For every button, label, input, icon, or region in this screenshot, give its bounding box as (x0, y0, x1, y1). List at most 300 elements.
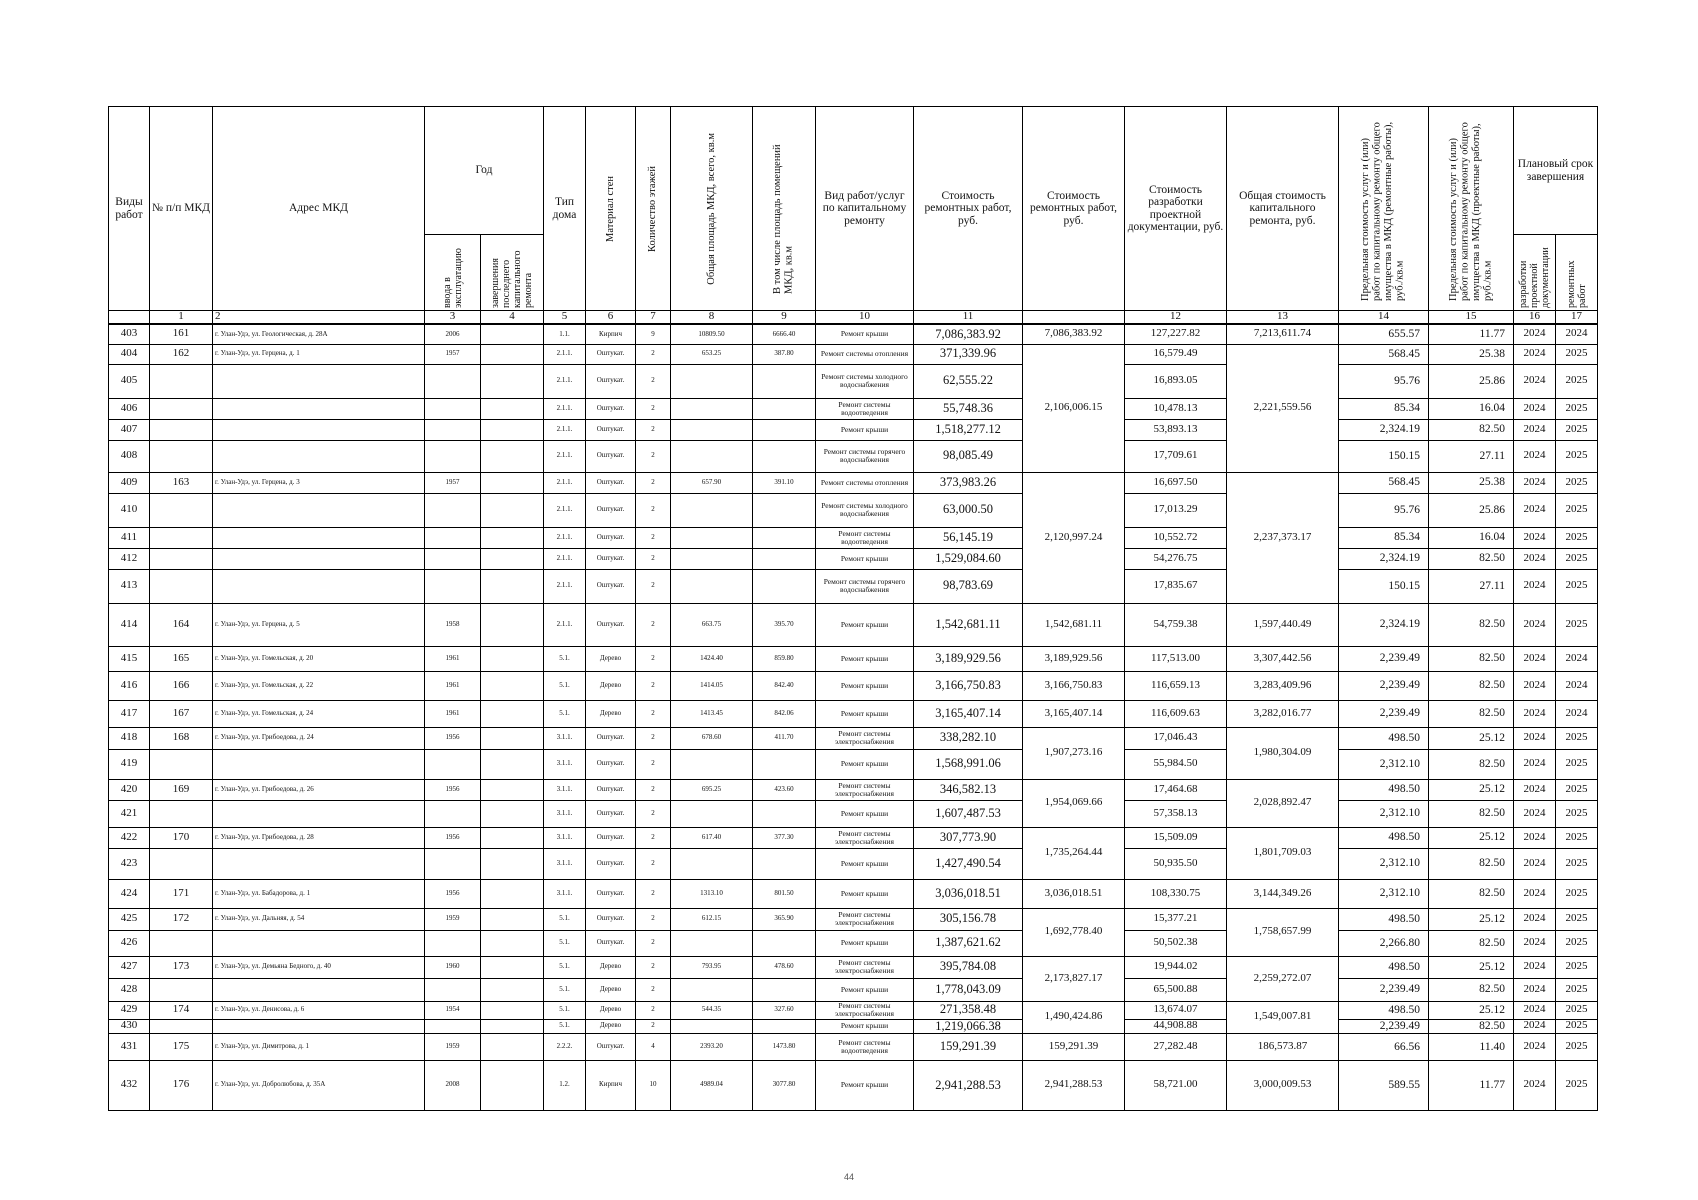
header-year-last-repair: завершения последнего капитального ремонта (481, 235, 544, 311)
group-repair-total: 1,490,424.86 (1023, 1001, 1125, 1033)
row-material: Дерево (586, 671, 636, 700)
row-area-total: 10809.50 (671, 324, 753, 344)
row-vid: 431 (109, 1033, 150, 1060)
row-address: г. Улан-Удэ, ул. Добролюбова, д. 35А (213, 1060, 425, 1110)
row-cost-repair: 1,778,043.09 (914, 978, 1023, 1001)
row-area-rooms (753, 419, 816, 440)
group-repair-total: 2,120,997.24 (1023, 472, 1125, 603)
row-address: г. Улан-Удэ, ул. Герцена, д. 3 (213, 472, 425, 493)
row-material: Оштукат. (586, 527, 636, 548)
row-limit-design: 25.12 (1429, 1001, 1514, 1019)
row-work-type: Ремонт системы электроснабжения (816, 827, 914, 848)
group-capital-total: 1,801,709.03 (1227, 827, 1339, 879)
table-row (109, 527, 1598, 548)
row-deadline-design: 2024 (1514, 324, 1556, 344)
row-cost-repair: 3,189,929.56 (914, 646, 1023, 671)
row-work-type: Ремонт крыши (816, 749, 914, 779)
group-repair-total: 3,166,750.83 (1023, 671, 1125, 700)
header-wall-material: Материал стен (586, 107, 636, 311)
row-limit-repair: 2,324.19 (1339, 603, 1429, 646)
row-work-type: Ремонт системы отопления (816, 472, 914, 493)
row-work-type: Ремонт крыши (816, 671, 914, 700)
row-area-rooms: 395.70 (753, 603, 816, 646)
row-num: 175 (150, 1033, 213, 1060)
row-cost-design: 58,721.00 (1125, 1060, 1227, 1110)
group-repair-total: 3,165,407.14 (1023, 700, 1125, 727)
row-vid: 420 (109, 779, 150, 800)
colnum: 2 (213, 311, 425, 325)
row-house-type: 2.1.1. (544, 548, 586, 569)
row-material: Оштукат. (586, 440, 636, 472)
row-cost-repair: 3,166,750.83 (914, 671, 1023, 700)
row-material: Оштукат. (586, 344, 636, 364)
row-num: 162 (150, 344, 213, 364)
row-cost-design: 50,502.38 (1125, 930, 1227, 956)
row-year-vvod (425, 548, 481, 569)
table-row (109, 472, 1598, 493)
row-limit-design: 16.04 (1429, 398, 1514, 419)
row-area-total (671, 364, 753, 398)
row-house-type: 5.1. (544, 930, 586, 956)
row-area-total: 1413.45 (671, 700, 753, 727)
row-area-rooms: 327.60 (753, 1001, 816, 1019)
group-capital-total: 3,283,409.96 (1227, 671, 1339, 700)
row-area-rooms: 478.60 (753, 956, 816, 978)
row-deadline-design: 2024 (1514, 956, 1556, 978)
table-row (109, 1019, 1598, 1033)
row-deadline-repair: 2025 (1556, 1060, 1598, 1110)
row-house-type: 5.1. (544, 646, 586, 671)
row-area-total: 793.95 (671, 956, 753, 978)
row-year-last (481, 1033, 544, 1060)
row-year-vvod: 1961 (425, 671, 481, 700)
row-deadline-design: 2024 (1514, 419, 1556, 440)
row-deadline-repair: 2025 (1556, 749, 1598, 779)
row-limit-design: 25.38 (1429, 472, 1514, 493)
row-floors: 4 (636, 1033, 671, 1060)
row-limit-design: 82.50 (1429, 978, 1514, 1001)
table-row (109, 827, 1598, 848)
row-address: г. Улан-Удэ, ул. Герцена, д. 1 (213, 344, 425, 364)
row-cost-repair: 1,542,681.11 (914, 603, 1023, 646)
row-num (150, 527, 213, 548)
row-num (150, 398, 213, 419)
row-year-vvod: 1961 (425, 700, 481, 727)
row-floors: 2 (636, 727, 671, 749)
row-limit-repair: 2,239.49 (1339, 671, 1429, 700)
table-row (109, 956, 1598, 978)
table-row (109, 908, 1598, 930)
row-work-type: Ремонт крыши (816, 548, 914, 569)
colnum: 1 (150, 311, 213, 325)
group-capital-total: 1,758,657.99 (1227, 908, 1339, 956)
row-limit-design: 11.77 (1429, 324, 1514, 344)
header-work-type: Вид работ/услуг по капитальному ремонту (816, 107, 914, 311)
row-cost-repair: 7,086,383.92 (914, 324, 1023, 344)
row-deadline-design: 2024 (1514, 548, 1556, 569)
row-address (213, 569, 425, 603)
row-year-last (481, 548, 544, 569)
row-deadline-design: 2024 (1514, 1060, 1556, 1110)
row-limit-design: 27.11 (1429, 569, 1514, 603)
row-area-rooms (753, 569, 816, 603)
row-address: г. Улан-Удэ, ул. Грибоедова, д. 28 (213, 827, 425, 848)
row-limit-repair: 498.50 (1339, 908, 1429, 930)
row-year-last (481, 930, 544, 956)
group-capital-total: 1,549,007.81 (1227, 1001, 1339, 1033)
group-repair-total: 3,036,018.51 (1023, 879, 1125, 908)
header-deadline-repair: ремонтных работ (1556, 235, 1598, 311)
row-deadline-repair: 2024 (1556, 700, 1598, 727)
row-deadline-repair: 2024 (1556, 324, 1598, 344)
row-floors: 10 (636, 1060, 671, 1110)
table-row (109, 344, 1598, 364)
row-address (213, 930, 425, 956)
row-area-total: 695.25 (671, 779, 753, 800)
row-area-rooms (753, 749, 816, 779)
row-year-last (481, 848, 544, 879)
row-cost-design: 10,478.13 (1125, 398, 1227, 419)
table-row (109, 727, 1598, 749)
row-limit-design: 82.50 (1429, 646, 1514, 671)
row-year-vvod: 1956 (425, 727, 481, 749)
colnum: 6 (586, 311, 636, 325)
row-cost-design: 53,893.13 (1125, 419, 1227, 440)
table-row (109, 569, 1598, 603)
row-cost-design: 44,908.88 (1125, 1019, 1227, 1033)
row-area-rooms: 387.80 (753, 344, 816, 364)
row-vid: 427 (109, 956, 150, 978)
table-row (109, 419, 1598, 440)
row-area-total: 2393.20 (671, 1033, 753, 1060)
row-area-rooms (753, 527, 816, 548)
row-deadline-design: 2024 (1514, 700, 1556, 727)
header-cost-repair: Стоимость ремонтных работ, руб. (914, 107, 1023, 311)
row-work-type: Ремонт крыши (816, 700, 914, 727)
row-work-type: Ремонт системы водоотведения (816, 1033, 914, 1060)
row-cost-repair: 62,555.22 (914, 364, 1023, 398)
row-limit-repair: 589.55 (1339, 1060, 1429, 1110)
row-cost-repair: 56,145.19 (914, 527, 1023, 548)
row-floors: 2 (636, 827, 671, 848)
colnum: 14 (1339, 311, 1429, 325)
group-capital-total: 7,213,611.74 (1227, 324, 1339, 344)
row-limit-design: 25.12 (1429, 727, 1514, 749)
row-num (150, 419, 213, 440)
row-area-total: 1313.10 (671, 879, 753, 908)
row-year-last (481, 493, 544, 527)
table-row (109, 700, 1598, 727)
table-row (109, 364, 1598, 398)
row-year-last (481, 671, 544, 700)
row-work-type: Ремонт крыши (816, 800, 914, 827)
row-deadline-repair: 2025 (1556, 930, 1598, 956)
row-area-total: 612.15 (671, 908, 753, 930)
row-house-type: 2.1.1. (544, 440, 586, 472)
row-house-type: 5.1. (544, 978, 586, 1001)
row-house-type: 3.1.1. (544, 848, 586, 879)
row-limit-repair: 150.15 (1339, 440, 1429, 472)
row-deadline-design: 2024 (1514, 1033, 1556, 1060)
group-repair-total: 2,106,006.15 (1023, 344, 1125, 472)
row-house-type: 2.1.1. (544, 569, 586, 603)
row-address: г. Улан-Удэ, ул. Демьяна Бедного, д. 40 (213, 956, 425, 978)
row-floors: 2 (636, 569, 671, 603)
row-deadline-repair: 2025 (1556, 440, 1598, 472)
row-vid: 421 (109, 800, 150, 827)
row-year-last (481, 527, 544, 548)
row-num: 166 (150, 671, 213, 700)
row-limit-repair: 655.57 (1339, 324, 1429, 344)
row-material: Оштукат. (586, 398, 636, 419)
row-address (213, 848, 425, 879)
row-deadline-design: 2024 (1514, 398, 1556, 419)
row-area-rooms: 411.70 (753, 727, 816, 749)
row-floors: 2 (636, 419, 671, 440)
row-work-type: Ремонт системы электроснабжения (816, 956, 914, 978)
row-cost-design: 117,513.00 (1125, 646, 1227, 671)
row-deadline-repair: 2025 (1556, 908, 1598, 930)
row-material: Оштукат. (586, 879, 636, 908)
row-cost-repair: 346,582.13 (914, 779, 1023, 800)
row-limit-repair: 2,324.19 (1339, 419, 1429, 440)
row-limit-design: 25.86 (1429, 364, 1514, 398)
row-house-type: 3.1.1. (544, 749, 586, 779)
colnum: 9 (753, 311, 816, 325)
colnum (1023, 311, 1125, 325)
row-year-last (481, 827, 544, 848)
row-deadline-design: 2024 (1514, 472, 1556, 493)
row-address: г. Улан-Удэ, ул. Дальняя, д. 54 (213, 908, 425, 930)
row-area-total (671, 548, 753, 569)
row-vid: 432 (109, 1060, 150, 1110)
row-area-rooms: 801.50 (753, 879, 816, 908)
row-work-type: Ремонт крыши (816, 978, 914, 1001)
row-address (213, 749, 425, 779)
row-material: Дерево (586, 1019, 636, 1033)
row-area-rooms: 842.40 (753, 671, 816, 700)
table-row (109, 324, 1598, 344)
row-area-total (671, 749, 753, 779)
colnum: 12 (1125, 311, 1227, 325)
row-year-vvod (425, 440, 481, 472)
row-deadline-repair: 2025 (1556, 779, 1598, 800)
row-area-total (671, 1019, 753, 1033)
row-limit-design: 11.77 (1429, 1060, 1514, 1110)
row-deadline-design: 2024 (1514, 848, 1556, 879)
row-area-total: 4989.04 (671, 1060, 753, 1110)
row-limit-repair: 498.50 (1339, 727, 1429, 749)
row-cost-repair: 1,219,066.38 (914, 1019, 1023, 1033)
row-vid: 407 (109, 419, 150, 440)
row-address (213, 493, 425, 527)
row-cost-repair: 1,518,277.12 (914, 419, 1023, 440)
row-work-type: Ремонт крыши (816, 419, 914, 440)
row-area-rooms: 423.60 (753, 779, 816, 800)
colnum: 13 (1227, 311, 1339, 325)
row-material: Оштукат. (586, 493, 636, 527)
row-work-type: Ремонт системы электроснабжения (816, 1001, 914, 1019)
row-num (150, 930, 213, 956)
row-cost-repair: 159,291.39 (914, 1033, 1023, 1060)
row-vid: 418 (109, 727, 150, 749)
row-deadline-repair: 2025 (1556, 472, 1598, 493)
row-cost-design: 10,552.72 (1125, 527, 1227, 548)
row-address (213, 527, 425, 548)
row-material: Дерево (586, 978, 636, 1001)
row-work-type: Ремонт системы электроснабжения (816, 908, 914, 930)
row-year-last (481, 1060, 544, 1110)
table-row (109, 548, 1598, 569)
row-work-type: Ремонт системы холодного водоснабжения (816, 364, 914, 398)
table-body (109, 324, 1598, 1110)
row-limit-repair: 95.76 (1339, 364, 1429, 398)
row-year-vvod (425, 1019, 481, 1033)
row-area-rooms (753, 548, 816, 569)
row-material: Оштукат. (586, 800, 636, 827)
row-deadline-repair: 2024 (1556, 646, 1598, 671)
row-vid: 416 (109, 671, 150, 700)
table-row (109, 671, 1598, 700)
row-limit-repair: 2,239.49 (1339, 700, 1429, 727)
capital-repair-table-sheet (108, 106, 1598, 1111)
row-house-type: 3.1.1. (544, 779, 586, 800)
row-floors: 2 (636, 646, 671, 671)
row-deadline-repair: 2025 (1556, 1019, 1598, 1033)
row-house-type: 2.1.1. (544, 344, 586, 364)
row-work-type: Ремонт крыши (816, 879, 914, 908)
row-material: Оштукат. (586, 827, 636, 848)
row-cost-repair: 1,529,084.60 (914, 548, 1023, 569)
row-address (213, 1019, 425, 1033)
row-vid: 422 (109, 827, 150, 848)
row-cost-design: 54,276.75 (1125, 548, 1227, 569)
row-cost-design: 16,579.49 (1125, 344, 1227, 364)
row-deadline-repair: 2025 (1556, 1033, 1598, 1060)
header-deadline: Плановый срок завершения (1514, 107, 1598, 235)
row-floors: 2 (636, 700, 671, 727)
row-material: Оштукат. (586, 779, 636, 800)
row-cost-design: 16,697.50 (1125, 472, 1227, 493)
colnum: 7 (636, 311, 671, 325)
row-material: Оштукат. (586, 727, 636, 749)
group-capital-total: 3,282,016.77 (1227, 700, 1339, 727)
table-row (109, 978, 1598, 1001)
row-deadline-design: 2024 (1514, 749, 1556, 779)
row-work-type: Ремонт крыши (816, 1060, 914, 1110)
row-cost-design: 17,835.67 (1125, 569, 1227, 603)
row-limit-design: 82.50 (1429, 800, 1514, 827)
table-row (109, 646, 1598, 671)
row-limit-repair: 2,266.80 (1339, 930, 1429, 956)
row-material: Оштукат. (586, 472, 636, 493)
row-area-rooms: 842.06 (753, 700, 816, 727)
row-year-vvod (425, 493, 481, 527)
row-area-total: 1414.05 (671, 671, 753, 700)
row-cost-design: 65,500.88 (1125, 978, 1227, 1001)
row-floors: 2 (636, 956, 671, 978)
row-deadline-design: 2024 (1514, 344, 1556, 364)
header-house-type: Тип дома (544, 107, 586, 311)
group-repair-total: 1,735,264.44 (1023, 827, 1125, 879)
row-cost-repair: 55,748.36 (914, 398, 1023, 419)
row-year-last (481, 419, 544, 440)
header-year-vvod: ввода в эксплуатацию (425, 235, 481, 311)
row-year-vvod: 1958 (425, 603, 481, 646)
row-floors: 2 (636, 364, 671, 398)
row-year-vvod: 2008 (425, 1060, 481, 1110)
row-address: г. Улан-Удэ, ул. Гомельская, д. 24 (213, 700, 425, 727)
group-capital-total: 1,980,304.09 (1227, 727, 1339, 779)
row-address: г. Улан-Удэ, ул. Гомельская, д. 20 (213, 646, 425, 671)
row-limit-repair: 2,239.49 (1339, 646, 1429, 671)
row-num (150, 800, 213, 827)
row-area-rooms: 6666.40 (753, 324, 816, 344)
header-cost-repair-group: Стоимость ремонтных работ, руб. (1023, 107, 1125, 311)
row-year-vvod: 1954 (425, 1001, 481, 1019)
row-num (150, 848, 213, 879)
page-number: 44 (843, 1172, 854, 1182)
row-floors: 2 (636, 1019, 671, 1033)
row-area-total (671, 419, 753, 440)
row-limit-design: 82.50 (1429, 419, 1514, 440)
row-area-rooms (753, 848, 816, 879)
row-vid: 413 (109, 569, 150, 603)
row-material: Оштукат. (586, 364, 636, 398)
row-year-last (481, 1019, 544, 1033)
row-deadline-design: 2024 (1514, 1001, 1556, 1019)
row-area-total (671, 569, 753, 603)
group-capital-total: 2,221,559.56 (1227, 344, 1339, 472)
row-work-type: Ремонт системы горячего водоснабжения (816, 440, 914, 472)
header-area-rooms: В том числе площадь помещений МКД, кв.м (753, 107, 816, 311)
row-year-vvod: 1956 (425, 827, 481, 848)
row-limit-design: 82.50 (1429, 848, 1514, 879)
row-deadline-repair: 2025 (1556, 879, 1598, 908)
row-deadline-repair: 2025 (1556, 344, 1598, 364)
row-deadline-repair: 2025 (1556, 493, 1598, 527)
row-limit-design: 27.11 (1429, 440, 1514, 472)
group-capital-total: 3,307,442.56 (1227, 646, 1339, 671)
row-cost-repair: 395,784.08 (914, 956, 1023, 978)
row-year-vvod: 2006 (425, 324, 481, 344)
row-cost-repair: 1,427,490.54 (914, 848, 1023, 879)
row-address (213, 364, 425, 398)
header-year: Год (425, 107, 544, 235)
row-house-type: 3.1.1. (544, 727, 586, 749)
row-floors: 2 (636, 749, 671, 779)
row-deadline-design: 2024 (1514, 603, 1556, 646)
row-limit-design: 25.12 (1429, 908, 1514, 930)
colnum: 10 (816, 311, 914, 325)
row-num: 169 (150, 779, 213, 800)
row-limit-repair: 2,312.10 (1339, 749, 1429, 779)
table-row (109, 800, 1598, 827)
row-cost-design: 13,674.07 (1125, 1001, 1227, 1019)
row-cost-design: 50,935.50 (1125, 848, 1227, 879)
group-repair-total: 159,291.39 (1023, 1033, 1125, 1060)
row-area-total: 1424.40 (671, 646, 753, 671)
table-row (109, 848, 1598, 879)
row-limit-repair: 498.50 (1339, 827, 1429, 848)
row-deadline-repair: 2025 (1556, 364, 1598, 398)
row-year-vvod: 1961 (425, 646, 481, 671)
row-year-vvod: 1957 (425, 472, 481, 493)
header-cost-total: Общая стоимость капитального ремонта, руб. (1227, 107, 1339, 311)
row-limit-design: 25.12 (1429, 827, 1514, 848)
row-material: Оштукат. (586, 930, 636, 956)
row-year-last (481, 700, 544, 727)
